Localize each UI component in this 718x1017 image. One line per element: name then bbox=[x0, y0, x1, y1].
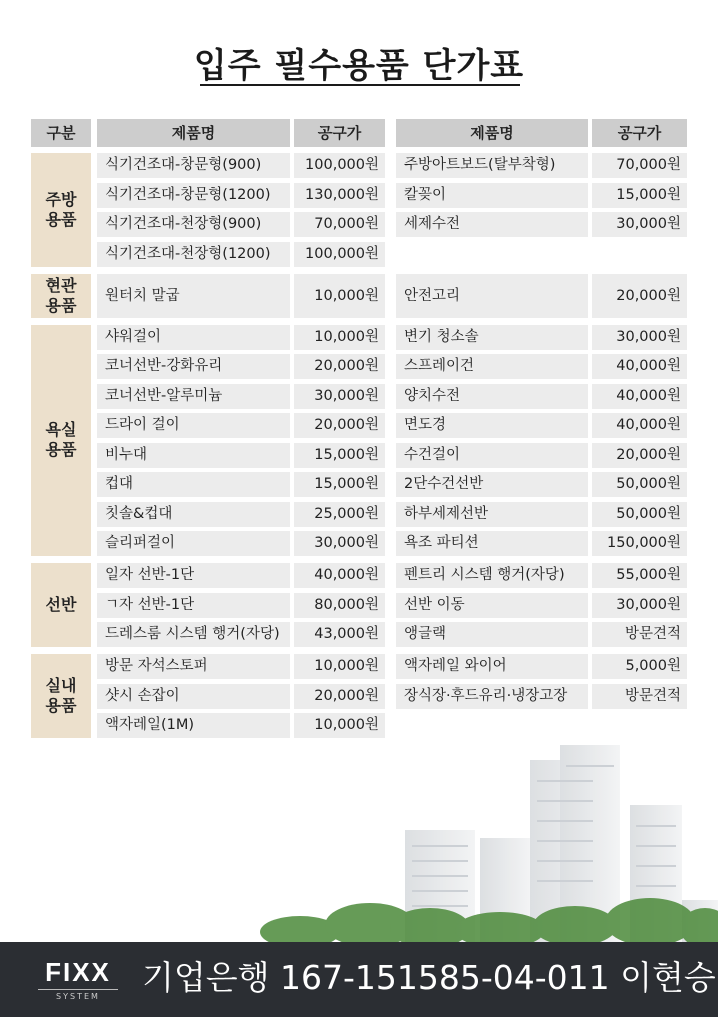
product-name-cell: 칼꽂이 bbox=[396, 183, 588, 208]
product-price-cell: 30,000원 bbox=[592, 325, 687, 350]
title-underline bbox=[200, 84, 520, 86]
product-price-cell: 70,000원 bbox=[294, 212, 385, 237]
product-price-cell: 50,000원 bbox=[592, 502, 687, 527]
product-name-cell: 코너선반-강화유리 bbox=[97, 354, 290, 379]
product-name-cell: 하부세제선반 bbox=[396, 502, 588, 527]
product-name-cell: 샤워걸이 bbox=[97, 325, 290, 350]
product-name-cell: 주방아트보드(탈부착형) bbox=[396, 153, 588, 178]
product-price-cell: 15,000원 bbox=[294, 472, 385, 497]
fixx-logo bbox=[38, 958, 118, 1002]
header-product-left: 제품명 bbox=[97, 119, 290, 147]
product-price-cell: 25,000원 bbox=[294, 502, 385, 527]
product-name-cell: 식기건조대-천장형(900) bbox=[97, 212, 290, 237]
header-category: 구분 bbox=[31, 119, 91, 147]
product-name-cell: 식기건조대-창문형(1200) bbox=[97, 183, 290, 208]
product-name-cell: 식기건조대-창문형(900) bbox=[97, 153, 290, 178]
logo-text: FIXX bbox=[45, 957, 111, 987]
product-price-cell: 10,000원 bbox=[294, 713, 385, 738]
product-name-cell: 슬리퍼걸이 bbox=[97, 531, 290, 556]
product-price-cell: 방문견적 bbox=[592, 622, 687, 647]
product-price-cell: 150,000원 bbox=[592, 531, 687, 556]
product-name-cell: 식기건조대-천장형(1200) bbox=[97, 242, 290, 267]
product-price-cell: 50,000원 bbox=[592, 472, 687, 497]
product-price-cell: 100,000원 bbox=[294, 242, 385, 267]
product-name-cell: 비누대 bbox=[97, 443, 290, 468]
product-price-cell: 40,000원 bbox=[294, 563, 385, 588]
product-name-cell: 펜트리 시스템 행거(자당) bbox=[396, 563, 588, 588]
product-price-cell: 40,000원 bbox=[592, 413, 687, 438]
product-price-cell: 43,000원 bbox=[294, 622, 385, 647]
product-price-cell: 30,000원 bbox=[294, 384, 385, 409]
product-price-cell: 70,000원 bbox=[592, 153, 687, 178]
product-price-cell: 55,000원 bbox=[592, 563, 687, 588]
page-title: 입주 필수용품 단가표 bbox=[193, 46, 525, 86]
product-name-cell: ㄱ자 선반-1단 bbox=[97, 593, 290, 618]
product-name-cell: 세제수전 bbox=[396, 212, 588, 237]
product-price-cell: 15,000원 bbox=[592, 183, 687, 208]
product-name-cell: 샷시 손잡이 bbox=[97, 684, 290, 709]
product-name-cell: 액자레일(1M) bbox=[97, 713, 290, 738]
logo-divider bbox=[38, 989, 118, 990]
product-name-cell: 일자 선반-1단 bbox=[97, 563, 290, 588]
product-name-cell: 드레스룸 시스템 행거(자당) bbox=[97, 622, 290, 647]
footer-bar bbox=[0, 942, 718, 1017]
product-name-cell: 방문 자석스토퍼 bbox=[97, 654, 290, 679]
product-name-cell: 드라이 걸이 bbox=[97, 413, 290, 438]
header-price-right: 공구가 bbox=[592, 119, 687, 147]
product-price-cell: 20,000원 bbox=[294, 684, 385, 709]
product-name-cell: 원터치 말굽 bbox=[97, 274, 290, 318]
category-cell: 실내 용품 bbox=[31, 654, 91, 738]
product-price-cell: 방문견적 bbox=[592, 684, 687, 709]
product-name-cell: 2단수건선반 bbox=[396, 472, 588, 497]
product-price-cell: 100,000원 bbox=[294, 153, 385, 178]
bank-account: 기업은행 167-151585-04-011 이현승 bbox=[142, 958, 716, 997]
product-price-cell: 30,000원 bbox=[592, 212, 687, 237]
product-price-cell: 10,000원 bbox=[294, 325, 385, 350]
logo-subtext: SYSTEM bbox=[56, 992, 100, 1001]
product-name-cell: 코너선반-알루미늄 bbox=[97, 384, 290, 409]
product-price-cell: 40,000원 bbox=[592, 384, 687, 409]
product-name-cell: 욕조 파티션 bbox=[396, 531, 588, 556]
product-name-cell: 앵글랙 bbox=[396, 622, 588, 647]
header-price-left: 공구가 bbox=[294, 119, 385, 147]
category-cell: 현관 용품 bbox=[31, 274, 91, 318]
product-price-cell: 30,000원 bbox=[592, 593, 687, 618]
product-name-cell: 안전고리 bbox=[396, 274, 588, 318]
product-name-cell: 장식장·후드유리·냉장고장 bbox=[396, 684, 588, 709]
product-name-cell: 컵대 bbox=[97, 472, 290, 497]
product-name-cell: 액자레일 와이어 bbox=[396, 654, 588, 679]
product-name-cell: 양치수전 bbox=[396, 384, 588, 409]
category-cell: 선반 bbox=[31, 563, 91, 647]
header-product-right: 제품명 bbox=[396, 119, 588, 147]
product-price-cell: 5,000원 bbox=[592, 654, 687, 679]
product-price-cell: 20,000원 bbox=[592, 274, 687, 318]
product-name-cell: 칫솔&컵대 bbox=[97, 502, 290, 527]
product-price-cell: 130,000원 bbox=[294, 183, 385, 208]
product-price-cell: 20,000원 bbox=[294, 413, 385, 438]
product-price-cell: 20,000원 bbox=[294, 354, 385, 379]
product-price-cell: 80,000원 bbox=[294, 593, 385, 618]
product-price-cell: 10,000원 bbox=[294, 274, 385, 318]
product-name-cell: 변기 청소솔 bbox=[396, 325, 588, 350]
product-price-cell: 15,000원 bbox=[294, 443, 385, 468]
product-price-cell: 20,000원 bbox=[592, 443, 687, 468]
product-price-cell: 40,000원 bbox=[592, 354, 687, 379]
product-name-cell: 선반 이동 bbox=[396, 593, 588, 618]
product-name-cell: 스프레이건 bbox=[396, 354, 588, 379]
product-price-cell: 30,000원 bbox=[294, 531, 385, 556]
category-cell: 주방 용품 bbox=[31, 153, 91, 267]
category-cell: 욕실 용품 bbox=[31, 325, 91, 557]
product-name-cell: 면도경 bbox=[396, 413, 588, 438]
product-price-cell: 10,000원 bbox=[294, 654, 385, 679]
product-name-cell: 수건걸이 bbox=[396, 443, 588, 468]
